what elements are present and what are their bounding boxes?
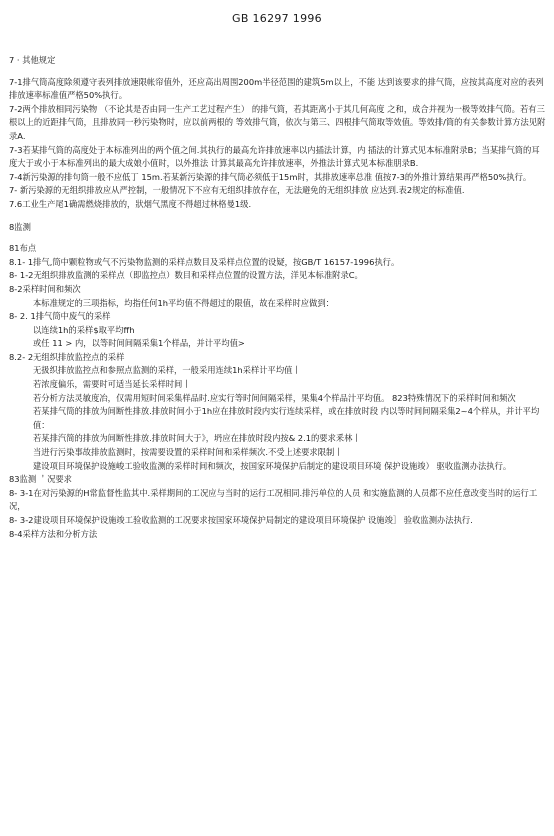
paragraph-8-2-3-a: 若某排气筒的排放为间断性排放.排放时间小于1h应在排放时段内实行连续采样，或在排放时段 内以等时间间隔采集2~4个样从，并计平均值： (33, 406, 540, 430)
subsection-8-1-heading: 81布点 (9, 243, 37, 254)
paragraph-7-6: 7.6工业生产尾1确需燃烧排放的，狀烟气黑度不得超过林格曼1级. (9, 198, 252, 209)
section-8-heading: 8监测 (9, 221, 31, 232)
paragraph-8-2-3-c: 当进行污染事故排放监测时，按需要设置的采样时间和采样频次.不受上述要求限制丨 (33, 447, 343, 458)
paragraph-8-2-intro: 本标准规定的三项指标，均指任何1h平均值不得超过的限值，故在采样时应做到： (33, 297, 334, 308)
subsection-8-2-heading: 8-2采样时间和频次 (9, 283, 81, 294)
subsection-8-2-1-heading: 8- 2. 1排气筒中废气的采样 (9, 311, 111, 322)
paragraph-7-3: 7-3若某排气筒的高度处于本标准列出的两个值之间.其执行的最高允许排放速率以内插法计算，内 插法的计算式见本标准附录B；当某排气筒的耳度大于或小于本标准列出的最大成娘小值时，以外推法 计算其最高允许排放速率，外推法计算式见本标准朋录B. (9, 144, 540, 169)
paragraph-8-2-1-b: 或任 11 > 内，以等时间间隔采集1个样品，并计平均值> (33, 338, 245, 349)
paragraph-8-2-3-b: 若某排汽简的排放为间断性排放.排放时间大于》，坍应在排放时段内按& 2.1的要求釆林丨 (33, 433, 361, 444)
paragraph-7-1: 7-1排气筒高度除须遵守表列排放速限帐帘值外，还应高出周围200m半径范围的建筑5m以上，不能 达到该要求的排气筒，应按其高度对应的表列排放速率标准值严格50%执行。 (9, 76, 544, 101)
document-body (9, 54, 547, 541)
paragraph-8-2-2-c: 若分析方法灵敏度冶，仅需用短时间采集样品时.应实行等时间间隔采样，果集4个样品汁平均值。 823特殊情况下的采样时间和频次 (33, 392, 516, 403)
paragraph-8-3-2: 8- 3-2建设项目环境保护设施竣工验收监测的工况要求按国家环境保护局制定的建设项目环境保护 设施竣］ 验收监测办法执行. (9, 515, 473, 525)
subsection-8-3-heading: 83监测 ＇况要求 (9, 474, 72, 485)
paragraph-8-2-1-a: 以连续1h的采样$取平均ffh (33, 324, 135, 335)
paragraph-8-1-1: 8.1- 1排气,筒中颗粒物或气不污染物监测的采样点数目及采样点位置的设疑，按GB/T 16157-1996执行。 (9, 256, 400, 267)
paragraph-7-2: 7-2两个排放相同污染物 （不论其是否由同一生产工艺过程产生） 的排气筒，若其距离小于其几何高度 之和，成合并视为一极等效排气筒。若有三根以上的近距排气筒，且排放同一秒污染物时，应以前两根的 等效排气筒，依次与第三、四根排气简取等效值。等效排/筒的有关参数计算方法见附录A. (9, 103, 546, 141)
page-header-standard-number: GB 16297 1996 (232, 12, 322, 25)
paragraph-8-2-2-b: 若浓度偏乐，需要时可适当延长采样时间丨 (33, 379, 191, 390)
paragraph-7-5: 7- 新污染源的无组织排放应从严控制，一般情况下不应有无组织排放存在，无法避免的无组织排放 应达到.表2规定的标准值. (9, 185, 465, 196)
subsection-8-4-heading: 8-4采样方法和分析方法 (9, 528, 98, 539)
subsection-8-2-2-heading: 8.2- 2无组织排放监控点的采样 (9, 351, 125, 362)
section-7-heading: 7 · 其他规定 (9, 55, 56, 65)
paragraph-8-2-2-a: 无扱织排放监控点和参照点监测的采样，一般采用连续1h采样计平均值丨 (33, 365, 301, 376)
paragraph-7-4: 7-4新污染源的排句筒一般不应低丁 15m.若某新污染源的排气筒必须低于15m时，其排放速率总准 值按7-3的外推计算结果再严格50%执行。 (9, 171, 532, 182)
paragraph-8-1-2: 8- 1-2无组织排放监测的采样点（即监控点）数目和采样点位置的设置方法，洋见本标准附录C。 (9, 270, 363, 281)
paragraph-8-3-1: 8- 3-1在对污染源的H常监督性监其中.采样期间的工况应与当时的运行工况相同.排污单位的人员 和实施监测的人员都不应任意改变当时的运行工况， (9, 487, 538, 512)
paragraph-8-2-3-d: 建设项目环境保护设施峻工验收监测的采样时间和频次，按国家环境保护后制定的建设项目环境 保护设施竣） 驱收监测办法执行。 (33, 460, 512, 471)
